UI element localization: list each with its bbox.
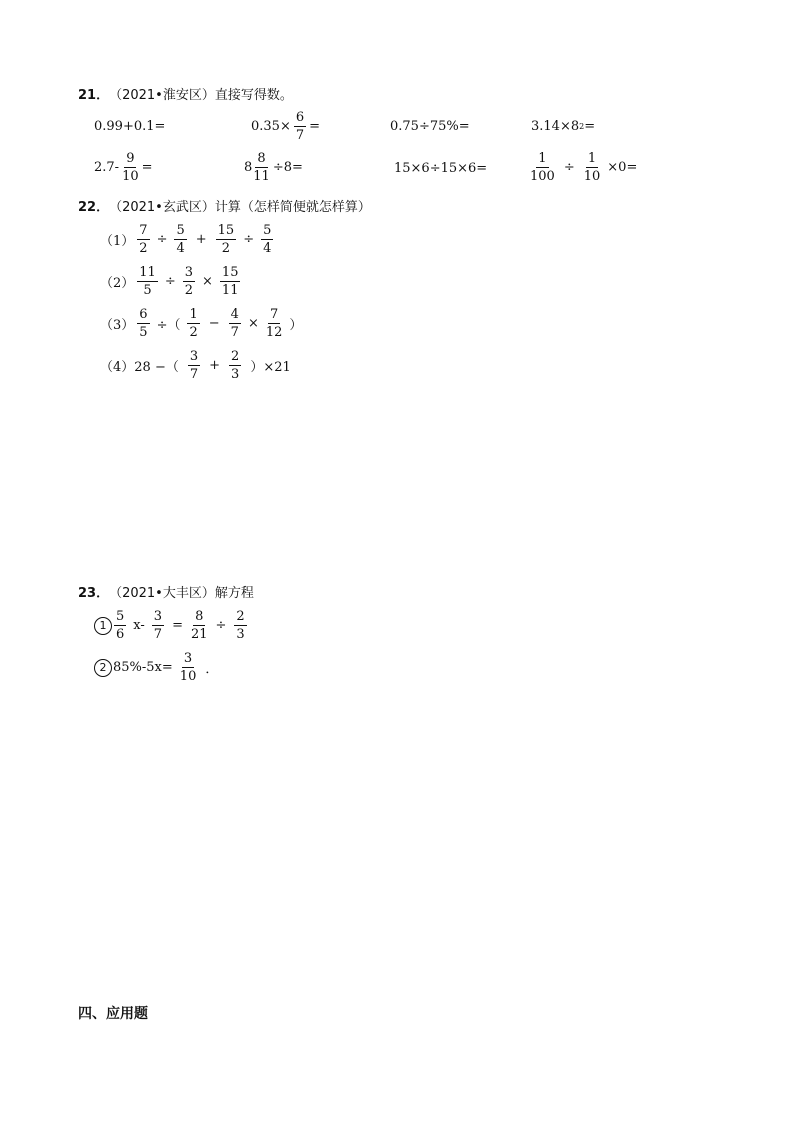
section-heading-applied-problems: 四、应用题 [78,1006,148,1022]
q21-expr-1: 0.99+0.1= [94,119,166,134]
fraction: $\frac{3}{10}$ [179,651,197,684]
q21-expr-8-suffix: ×0= [607,160,638,175]
q21-heading [78,84,293,103]
q23-title: （2021•大丰区）解方程 [109,586,254,601]
q21-expr-6-suffix: ÷8= [272,160,303,175]
q21-expr-5-suffix: = [141,160,153,175]
expr-text: 85%-5x= [113,660,173,675]
operator: × [247,316,259,331]
operator: + [209,358,221,373]
fraction: $\frac{8}{11}$ [253,151,270,184]
expr-text: ． [205,662,219,677]
part-label: （1） [100,234,135,249]
q23-number: 23． [78,586,110,601]
operator: ） [289,318,303,333]
fraction: $\frac{6}{7}$ [295,110,305,143]
fraction: $\frac{2}{3}$ [231,349,240,382]
exponent: 2 [579,122,585,131]
fraction: $\frac{2}{3}$ [236,609,245,642]
q21-item-5 [94,152,153,183]
operator: × [202,274,213,289]
part-label: （2） [100,276,135,291]
fraction: $\frac{5}{4}$ [263,223,272,256]
q22-part-4 [100,350,291,381]
expr-suffix: ）×21 [250,360,291,375]
q23-equation-1 [94,610,250,641]
operator: ÷ [215,618,227,633]
fraction: $\frac{11}{5}$ [139,265,156,298]
fraction: $\frac{7}{2}$ [139,223,148,256]
fraction: $\frac{9}{10}$ [122,151,139,184]
q21-expr-2-prefix: 0.35× [251,119,291,134]
operator: ÷ [164,274,176,289]
q21-title: （2021•淮安区）直接写得数。 [109,88,293,103]
q22-part-1 [100,224,276,255]
operator: = [172,618,183,633]
fraction: $\frac{15}{11}$ [221,265,239,298]
operator: − [208,316,220,331]
circled-number: 2 [94,659,112,677]
q21-item-8 [527,152,637,183]
q22-heading [78,196,371,215]
expr-prefix: 28 −（ [134,360,179,375]
part-label: （4） [100,360,135,375]
operator: ÷（ [156,318,181,333]
q21-item-6 [244,152,303,183]
q21-item-7 [394,161,487,176]
expr-text: x- [133,618,145,633]
mixed-whole: 8 [244,160,253,175]
fraction: $\frac{1}{10}$ [583,151,601,184]
q22-number: 22． [78,200,110,215]
operator: ÷ [243,232,255,247]
q22-part-3 [100,308,302,339]
fraction: $\frac{5}{4}$ [176,223,185,256]
circled-number: 1 [94,617,112,635]
fraction: $\frac{3}{7}$ [153,609,163,642]
part-label: （3） [100,318,135,333]
fraction: $\frac{3}{2}$ [184,265,194,298]
q21-expr-2-suffix: = [309,119,321,134]
operator: ÷ [156,232,168,247]
operator: ÷ [563,160,575,175]
q21-item-4 [531,119,595,134]
fraction: $\frac{1}{100}$ [530,151,555,184]
fraction: $\frac{4}{7}$ [230,307,239,340]
fraction: $\frac{3}{7}$ [189,349,199,382]
q21-item-1 [94,119,165,134]
q21-item-2 [251,111,320,142]
q22-title: （2021•玄武区）计算（怎样简便就怎样算） [109,200,371,215]
q21-item-3 [390,119,470,134]
operator: + [195,232,207,247]
q23-equation-2 [94,652,218,683]
fraction: $\frac{8}{21}$ [190,609,208,642]
fraction: $\frac{1}{2}$ [189,307,198,340]
q21-expr-7: 15×6÷15×6= [394,161,488,176]
fraction: $\frac{7}{12}$ [265,307,283,340]
q23-heading [78,582,254,601]
q21-expr-4-prefix: 3.14×8 [531,119,580,134]
fraction: $\frac{6}{5}$ [139,307,148,340]
q21-expr-5-prefix: 2.7- [94,160,120,175]
q21-expr-4-suffix: = [584,119,596,134]
q21-number: 21． [78,88,110,103]
fraction: $\frac{15}{2}$ [217,223,235,256]
fraction: $\frac{5}{6}$ [116,609,125,642]
q22-part-2 [100,266,243,297]
q21-expr-3: 0.75÷75%= [390,119,470,134]
